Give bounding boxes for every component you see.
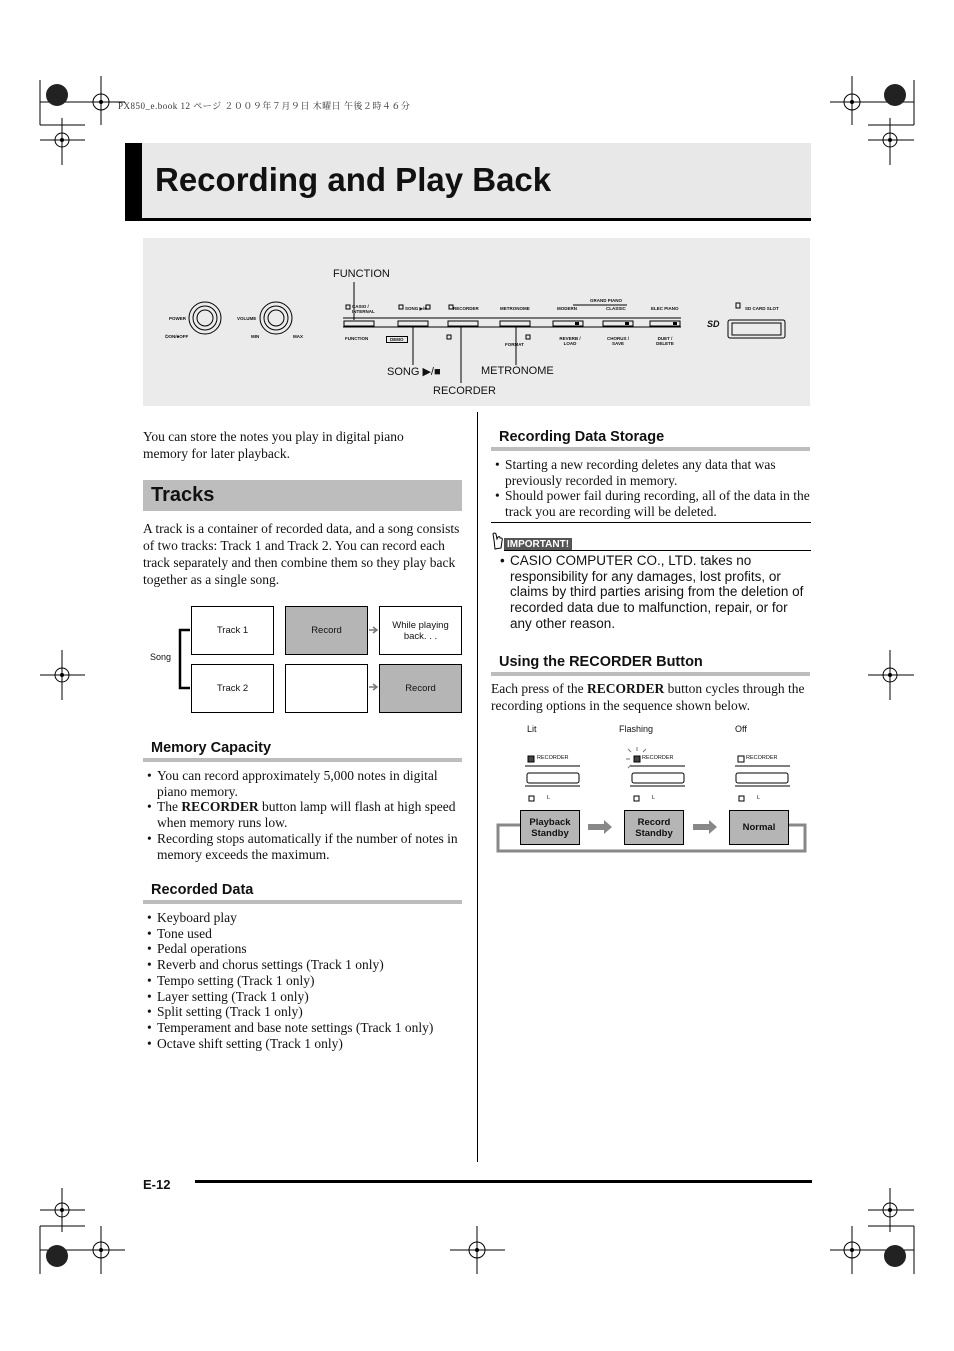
recorded-data-list — [143, 910, 461, 1051]
page-number: E-12 — [143, 1177, 171, 1192]
memory-capacity-list — [143, 768, 461, 862]
footer-rule — [195, 1180, 812, 1183]
list-item: • Tone used — [143, 926, 461, 942]
diagram-record-track2: Record — [379, 664, 462, 713]
mode-normal: Normal — [729, 810, 789, 845]
callout-metronome: METRONOME — [481, 365, 554, 377]
state-label-flashing: Flashing — [619, 724, 654, 734]
page-title: Recording and Play Back — [155, 161, 552, 198]
state-label-off: Off — [735, 724, 747, 734]
state-label-lit: Lit — [527, 724, 537, 734]
storage-list — [491, 457, 811, 520]
btn-label-classic: CLASSIC — [606, 306, 626, 311]
tracks-heading: Tracks — [151, 484, 215, 506]
btn-label-song: SONG ▶/■ — [405, 306, 427, 311]
important-rule — [504, 550, 811, 551]
btn-label-chorus-save: CHORUS / SAVE — [606, 336, 629, 346]
diagram-empty-box — [285, 664, 368, 713]
control-panel-illustration — [143, 238, 810, 406]
title-block-accent — [125, 143, 142, 218]
knob-volume-label: VOLUME — [237, 316, 257, 321]
sd-logo: SD — [707, 319, 720, 329]
mode-playback-standby: Playback Standby — [520, 810, 580, 845]
list-item: • You can record approximately 5,000 notes in digital piano memory. — [143, 768, 461, 799]
column-divider — [477, 412, 478, 1162]
btn-label-casio: CASIO / INTERNAL — [352, 304, 375, 314]
diagram-record-track1: Record — [285, 606, 368, 655]
btn-label-demo: DEMO — [386, 336, 408, 343]
btn-label-recorder: RECORDER — [453, 306, 479, 311]
led-label-flashing: L — [652, 795, 656, 801]
page-title-bar — [125, 143, 811, 221]
btn-label-modern: MODERN — [557, 306, 577, 311]
list-item: • Pedal operations — [143, 941, 461, 957]
storage-rule — [491, 522, 811, 523]
list-item: • Octave shift setting (Track 1 only) — [143, 1036, 461, 1052]
diagram-arrows — [368, 620, 380, 700]
important-list — [496, 553, 812, 632]
recorder-btn-label-off: RECORDER — [746, 755, 778, 761]
recorder-button-text: Each press of the RECORDER button cycles through the recording options in the sequence shown below. — [491, 681, 805, 713]
knob-power-label: POWER — [169, 316, 187, 321]
list-item: • Starting a new recording deletes any data that was previously recorded in memory. — [491, 457, 811, 488]
recorded-data-heading: Recorded Data — [143, 882, 462, 904]
tracks-heading-bar — [143, 480, 462, 511]
memory-capacity-heading: Memory Capacity — [143, 740, 462, 762]
intro-text: You can store the notes you play in digital piano memory for later playback. — [143, 429, 404, 461]
storage-heading: Recording Data Storage — [491, 429, 810, 451]
list-item: • Keyboard play — [143, 910, 461, 926]
print-header-line: PX850_e.book 12 ページ ２００９年７月９日 木曜日 午後２時４６分 — [118, 101, 411, 111]
led-label-lit: L — [547, 795, 551, 801]
btn-label-elec-piano: ELEC PIANO — [651, 306, 679, 311]
list-item: • Layer setting (Track 1 only) — [143, 989, 461, 1005]
list-item: • CASIO COMPUTER CO., LTD. takes no responsibility for any damages, lost profits, or claims by third parties arising from the deletion of recorded data due to malfunction, repair, or for any other reason. — [496, 553, 812, 632]
list-item: • Split setting (Track 1 only) — [143, 1004, 461, 1020]
knob-min-label: MIN — [251, 334, 260, 339]
recorder-btn-label-lit: RECORDER — [537, 755, 569, 761]
diagram-song-label: Song — [150, 652, 172, 662]
diagram-track2: Track 2 — [191, 664, 274, 713]
btn-label-format: FORMAT — [505, 342, 524, 347]
mode-record-standby: Record Standby — [624, 810, 684, 845]
list-item: • Temperament and base note settings (Track 1 only) — [143, 1020, 461, 1036]
grand-piano-label: GRAND PIANO — [590, 298, 623, 303]
knob-power-sub-label: ⏻ON/■OFF — [165, 334, 189, 339]
callout-song: SONG ▶/■ — [387, 366, 441, 378]
btn-label-duet-delete: DUET / DELETE — [656, 336, 674, 346]
btn-label-reverb-load: REVERB / LOAD — [559, 336, 581, 346]
recorder-button-heading: Using the RECORDER Button — [491, 654, 810, 676]
recorder-btn-label-flashing: RECORDER — [642, 755, 674, 761]
diagram-while-playing: While playing back. . . — [379, 606, 462, 655]
led-label-off: L — [757, 795, 761, 801]
list-item: • Tempo setting (Track 1 only) — [143, 973, 461, 989]
tracks-text: A track is a container of recorded data, and a song consists of two tracks: Track 1 and Track 2. You can record each track separately and then combine them so they play back together as a single song. — [143, 521, 460, 587]
important-badge: IMPORTANT! — [504, 538, 572, 551]
list-item: • Should power fail during recording, all of the data in the track you are recording will be deleted. — [491, 488, 811, 519]
diagram-track1: Track 1 — [191, 606, 274, 655]
btn-label-metronome: METRONOME — [500, 306, 530, 311]
list-item: • Recording stops automatically if the number of notes in memory exceeds the maximum. — [143, 831, 461, 862]
callout-recorder: RECORDER — [433, 385, 496, 397]
knob-max-label: MAX — [293, 334, 303, 339]
callout-function: FUNCTION — [333, 268, 390, 280]
important-hand-icon — [491, 531, 505, 551]
list-item: • Reverb and chorus settings (Track 1 only) — [143, 957, 461, 973]
sd-slot-label: SD CARD SLOT — [745, 306, 779, 311]
list-item: • The RECORDER button lamp will flash at high speed when memory runs low. — [143, 799, 461, 830]
btn-label-function: FUNCTION — [345, 336, 369, 341]
